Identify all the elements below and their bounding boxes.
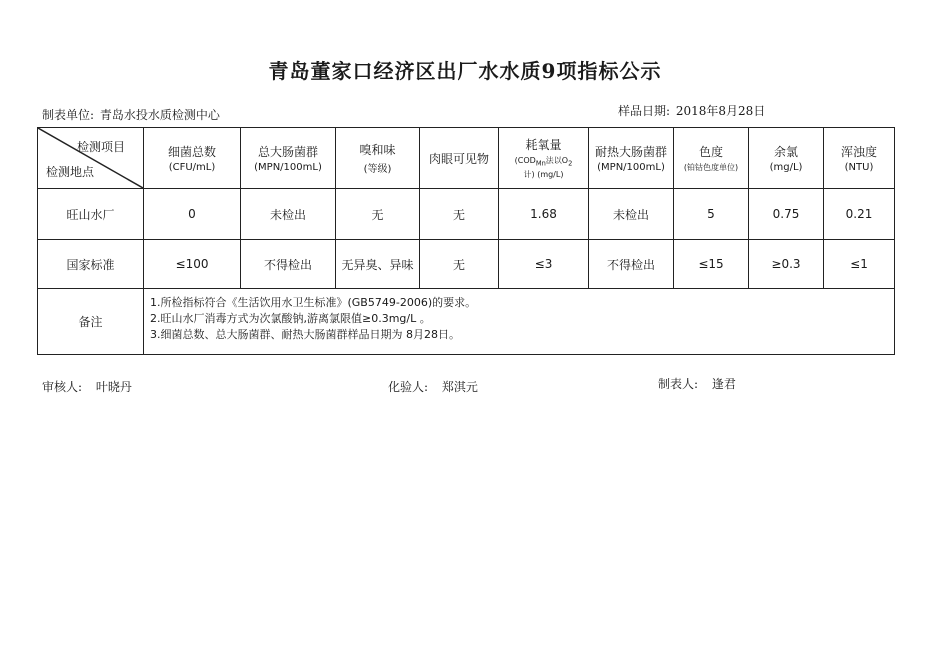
corner-cell [38, 128, 144, 189]
remark-line: 3.细菌总数、总大肠菌群、耐热大肠菌群样品日期为 8月28日。 [150, 328, 460, 341]
header-odor-taste [336, 128, 420, 189]
header-total-coliform [241, 128, 336, 189]
remarks-row [38, 289, 895, 355]
table-cell: 无 [420, 189, 499, 240]
compiling-unit-value: 青岛水投水质检测中心 [99, 108, 220, 122]
reviewer-name: 叶晓丹 [95, 380, 132, 394]
table-row [38, 189, 895, 240]
header-name: 色度 [698, 145, 723, 159]
header-unit: (CFU/mL) [168, 162, 216, 173]
header-name: 浑浊度 [840, 145, 877, 159]
table-cell: 1.68 [499, 189, 589, 240]
water-quality-table [37, 127, 895, 355]
table-cell: ≤15 [674, 240, 749, 289]
header-unit: (MPN/100mL) [597, 162, 665, 173]
tester-label: 化验人: [388, 380, 429, 394]
row-label: 旺山水厂 [38, 189, 144, 240]
table-cell: 不得检出 [589, 240, 674, 289]
header-unit: (NTU) [844, 162, 874, 173]
header-unit: (mg/L) [769, 162, 803, 173]
table-cell: 无异臭、异味 [336, 240, 420, 289]
header-color [674, 128, 749, 189]
remarks-label: 备注 [38, 289, 144, 355]
header-visible-matter [420, 128, 499, 189]
header-thermotolerant-coliform [589, 128, 674, 189]
page-title: 青岛董家口经济区出厂水水质9项指标公示 [268, 59, 662, 83]
maker-name: 逢君 [711, 377, 736, 391]
header-name: 耐热大肠菌群 [594, 145, 667, 159]
table-row [38, 240, 895, 289]
remark-line: 1.所检指标符合《生活饮用水卫生标准》(GB5749-2006)的要求。 [150, 296, 477, 309]
compiling-unit-label: 制表单位: [42, 108, 95, 122]
header-name: 肉眼可见物 [428, 151, 489, 166]
table-cell: 0.75 [749, 189, 824, 240]
table-cell: 不得检出 [241, 240, 336, 289]
reviewer-label: 审核人: [42, 380, 83, 394]
header-name: 耗氧量 [525, 137, 562, 152]
header-unit: (MPN/100mL) [254, 162, 322, 173]
header-turbidity [824, 128, 895, 189]
table-cell: ≤3 [499, 240, 589, 289]
table-cell: ≥0.3 [749, 240, 824, 289]
header-name: 余氯 [773, 145, 798, 159]
reviewer-signature [42, 378, 132, 395]
header-row [38, 128, 895, 189]
header-name: 嗅和味 [359, 143, 396, 157]
header-residual-chlorine [749, 128, 824, 189]
table-cell: 0 [144, 189, 241, 240]
header-unit: ($COD_{Mn}$法以$O_2$ 计) (mg/L) [514, 155, 573, 180]
sample-date [618, 102, 767, 119]
table-cell: 无 [336, 189, 420, 240]
table-cell: 未检出 [241, 189, 336, 240]
table-cell: 0.21 [824, 189, 895, 240]
corner-top-label: 检测项目 [76, 140, 125, 154]
table-cell: 无 [420, 240, 499, 289]
tester-signature [388, 378, 478, 395]
sample-date-value: 2018年8月28日 [675, 104, 766, 118]
header-oxygen-consumption [499, 128, 589, 189]
table-cell: 5 [674, 189, 749, 240]
sample-date-label: 样品日期: [618, 104, 671, 118]
tester-name: 郑淇元 [441, 380, 478, 394]
header-total-bacteria [144, 128, 241, 189]
remarks-content [144, 289, 895, 355]
header-unit: (等级) [363, 164, 392, 175]
table-cell: ≤100 [144, 240, 241, 289]
remark-line: 2.旺山水厂消毒方式为次氯酸钠,游离氯限值≥0.3mg/L 。 [150, 312, 431, 325]
compiling-unit [42, 106, 222, 123]
table-cell: 未检出 [589, 189, 674, 240]
row-label: 国家标准 [38, 240, 144, 289]
table-cell: ≤1 [824, 240, 895, 289]
header-name: 细菌总数 [167, 145, 216, 159]
corner-bottom-label: 检测地点 [46, 165, 95, 179]
maker-signature [658, 375, 736, 392]
maker-label: 制表人: [658, 377, 699, 391]
header-unit: (铂钴色度单位) [683, 163, 739, 172]
header-name: 总大肠菌群 [257, 145, 318, 159]
